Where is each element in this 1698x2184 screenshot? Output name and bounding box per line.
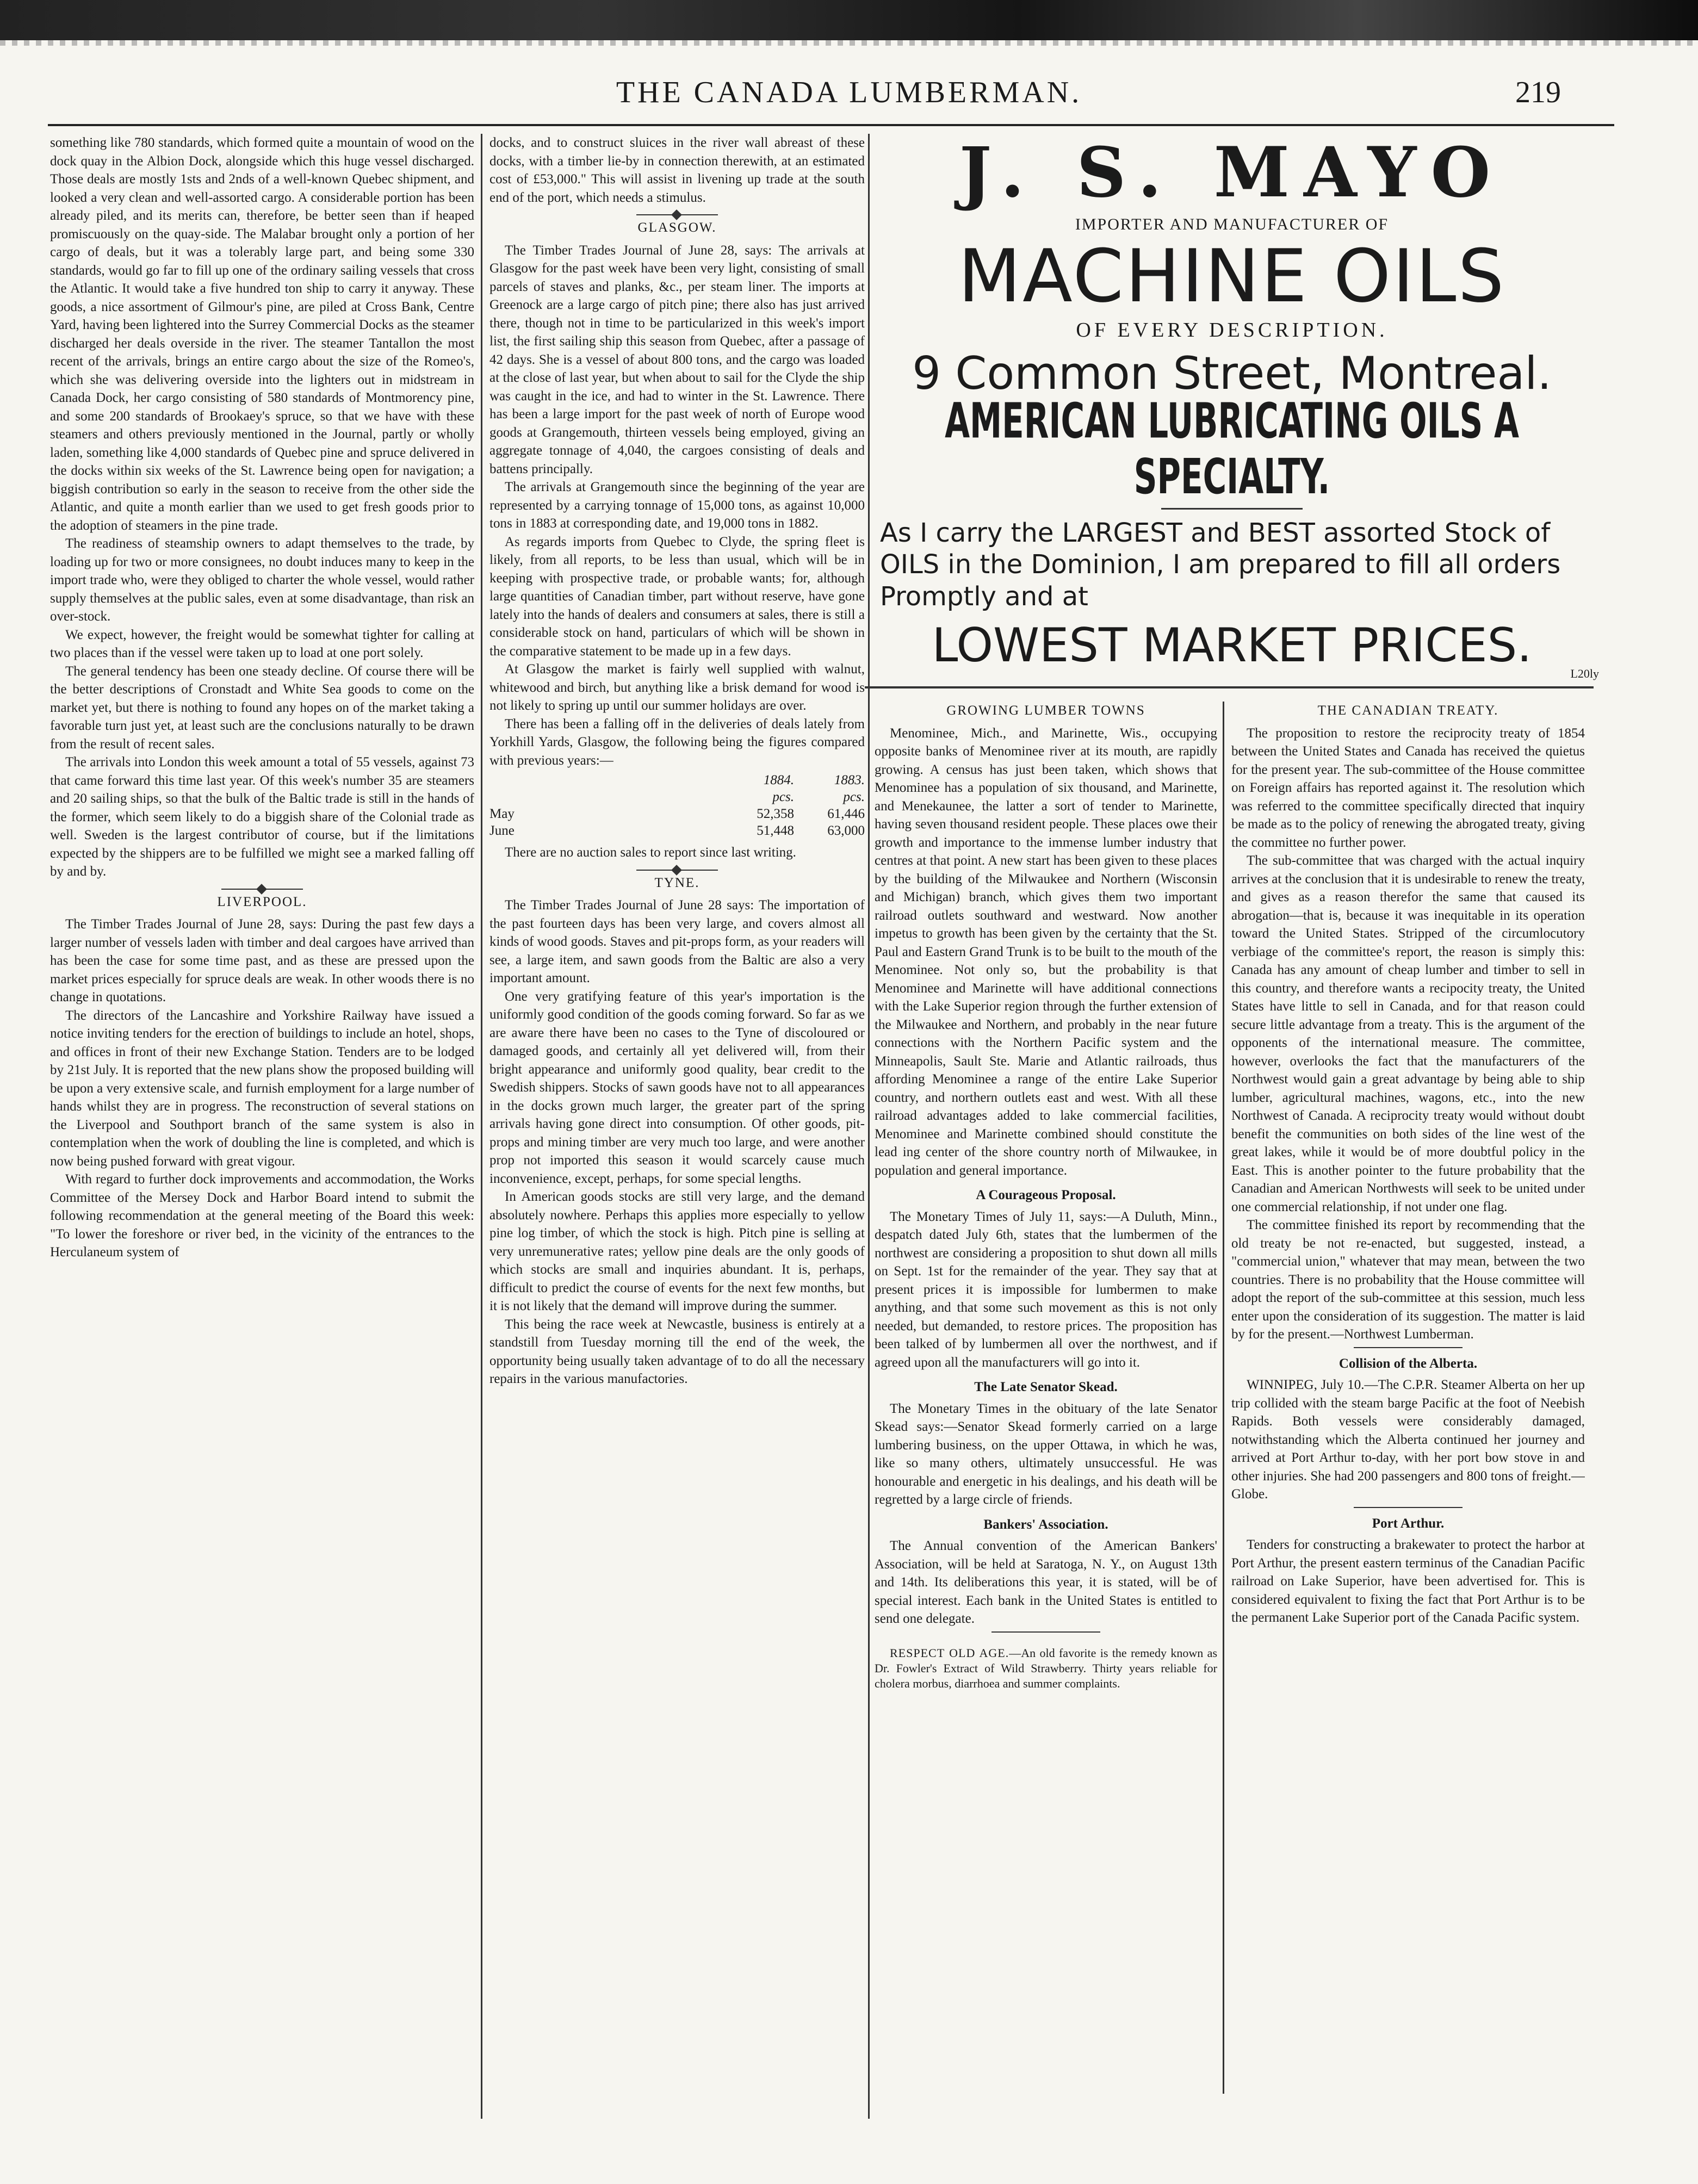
table-cell: 63,000 [827,823,865,838]
table-cell: 51,448 [757,823,794,838]
masthead-title: THE CANADA LUMBERMAN. [616,76,1082,109]
section-heading-proposal: A Courageous Proposal. [976,1188,1116,1202]
paragraph: There are no auction sales to report since last writing. [505,845,796,860]
paragraph: The arrivals at Grangemouth since the beginning of the year are represented by a carrying tonnage of 15,000 tons, as against 10,000 tons in 1883 at corresponding date, and 19,000 tons in 1882. [489,480,865,531]
section-heading-liverpool [50,889,474,911]
table-header-row [489,772,865,789]
section-separator [636,214,718,215]
ad-body-text: As I carry the LARGEST and BEST assorted Stock of OILS in the Dominion, I am prepared to fill all orders Promptly and at [880,517,1561,612]
paragraph: The arrivals into London this week amount a total of 55 vessels, against 73 that came forward this time last year. Of this week's number 35 are steamers and 20 sailing ships, so that the bulk of the Baltic trade is still in the hands of the former, which seem likely to do a biggish share of the Colonial trade as well. Sweden is the largest contributor of course, but if the limitations expected by the shippers are to be fulfilled we might see a marked falling off by and by. [50,755,474,879]
column-1 [50,134,474,2119]
table-unit: pcs. [772,790,794,804]
mayo-advertisement [859,132,1604,684]
paragraph: As regards imports from Quebec to Clyde, the spring fleet is likely, from all reports, to be less than usual, which will be in keeping with prospective trade, or probable wants; for, although large quantities of Canadian timber, part without reserve, have gone lately into the hands of dealers and consumers at sales, there is still a considerable stock on hand, particulars of which will be shown in the comparative statement to be made up in a few days. [489,534,865,659]
section-rule [1354,1507,1462,1508]
paragraph: In American goods stocks are still very large, and the demand absolutely nowhere. Perhaps this applies more especially to yellow pine log timber, of which the stock is high. Pitch pine is selling at very unremunerative rates; yellow pine deals are the only goods of which stocks are small and inquiries abundant. It is, perhaps, difficult to predict the course of events for the next few months, but it is not likely that the demand will improve during the summer. [489,1189,865,1313]
heading-text: LIVERPOOL. [217,894,307,909]
top-border-texture [0,40,1698,46]
paragraph: We expect, however, the freight would be somewhat tighter for calling at two places than if the vessel were taken up to load at one port solely. [50,627,474,660]
section-heading-treaty: THE CANADIAN TREATY. [1317,703,1499,718]
paragraph: The Timber Trades Journal of June 28, says: During the past few days a larger number of vessels laden with timber and deal cargoes have arrived than has been the case for some time past, and as these are pressed upon the market prices especially for spruce deals are weak. In other woods there is no change in quotations. [50,917,474,1004]
paragraph: The Timber Trades Journal of June 28, says: The arrivals at Glasgow for the past week have been very light, consisting of small parcels of staves and planks, &c., per steam liner. The imports at Greenock are a large cargo of pitch pine; there also has just arrived there, though not in time to be particularized in this week's import list, the first sailing ship this season from Quebec, after a passage of 42 days. She is a vessel of about 800 tons, and the cargo was loaded at the close of last year, but when about to sail for the Clyde the ship was caught in the ice, and had to winter in the St. Lawrence. There has been a large import for the past week of north of Europe wood goods at Grangemouth, thirteen vessels being employed, giving an aggregate tonnage of 4,040, the cargoes consisting of deals and battens principally. [489,243,865,476]
notice-text: —An old favorite is the remedy known as Dr. Fowler's Extract of Wild Strawberry. Thirty years reliable for cholera morbus, diarrhoea and summer complaints. [875,1646,1217,1690]
section-heading-bankers: Bankers' Association. [983,1517,1108,1532]
section-rule [1354,1347,1462,1348]
page-number: 219 [1515,76,1561,109]
section-separator [221,889,303,890]
paragraph: The Timber Trades Journal of June 28 says: The importation of the past fourteen days has been very large, and covers almost all kinds of wood goods. Staves and pit-props form, as your readers will see, a large item, and sawn goods from the Baltic are also a very important amount. [489,898,865,985]
table-row [489,822,865,839]
header-rule [48,124,1614,126]
paragraph: The Annual convention of the American Bankers' Association, will be held at Saratoga, N. Y., on August 13th and 14th. Its deliberations this year, it is stated, will be of special interest. Each bank in the United States is entitled to send one delegate. [875,1538,1217,1626]
paragraph: The directors of the Lancashire and Yorkshire Railway have issued a notice inviting tenders for the erection of buildings to include an hotel, shops, and offices in front of their new Exchange Station. Tenders are to be lodged by 21st July. It is reported that the new plans show the proposed building will be upon a very extensive scale, and furnish employment for a large number of hands whilst they are in progress. The reconstruction of several stations on the Liverpool and Southport branch of the same system is also in contemplation when the work of doubling the line is completed, and which is now being pushed forward with great vigour. [50,1008,474,1169]
top-border-band [0,0,1698,40]
paragraph: The committee finished its report by recommending that the old treaty be not re-enacted, but suggested, instead, a "commercial union," whatever that may mean, between the two countries. There is no probability that the House committee will adopt the report of the sub-committee at this session, much less enter upon the consideration of its suggestion. The matter is laid by for the present.—Northwest Lumberman. [1231,1218,1585,1342]
paragraph: something like 780 standards, which formed quite a mountain of wood on the dock quay in the Albion Dock, alongside which this huge vessel discharged. Those deals are mostly 1sts and 2nds of a well-known Quebec shipment, and looked a very clean and well-assorted cargo. A considerable portion has been already piled, and its merits can, therefore, be better seen than if heaped promiscuously on the quay-side. The Malabar brought only a portion of her cargo of deals, but it was a tolerably large part, and being some 330 standards, would go far to fill up one of the ordinary sailing vessels that cross the Atlantic. It would take a five hundred ton ship to carry it anyway. These goods, a nice assortment of Gilmour's pine, are piled at Cross Bank, Centre Yard, having been lightered into the Surrey Commercial Docks as the steamer discharged her deals overside in the river. The steamer Tantallon the most recent of the arrivals, brings an entire cargo about the size of the Romeo's, which she was delivering overside into the lighters out in midstream in Canada Dock, her cargo consisting of 580 standards of Montmorency pine, and some 200 standards of Brookaey's spruce, so that we have with these steamers and others previously mentioned in the Journal, partly or wholly laden, something like 4,000 standards of Quebec pine and spruce delivered in the docks within six weeks of the St. Lawrence being open for navigation; a biggish contribution so early in the season to receive from the other side the Atlantic, and quite a month earlier than we used to get fresh goods prior to the adoption of steamers in the pine trade. [50,135,474,533]
paragraph: The readiness of steamship owners to adapt themselves to the trade, by loading up for two or more consignees, no doubt induces many to keep in the import trade who, were they obliged to charter the whole vessel, would rather supply themselves at the public sales, even at some disadvantage, than risk an over-stock. [50,536,474,624]
paragraph: WINNIPEG, July 10.—The C.P.R. Steamer Alberta on her up trip collided with the steam barge Pacific at the foot of Neebish Rapids. Both vessels were considerably damaged, notwithstanding which the Alberta continued her journey and arrived at Port Arthur to-day, with her port bow stove in and other injuries. She had 200 passengers and 800 tons of freight.—Globe. [1231,1378,1585,1502]
ad-every-description: OF EVERY DESCRIPTION. [1076,318,1388,342]
paragraph: Tenders for constructing a brakewater to protect the harbor at Port Arthur, the present eastern terminus of the Canadian Pacific railroad on Lake Superior, have been advertised for. This is considered equivalent to fixing the fact that Port Arthur is to be the permanent Lake Superior port of the Canada Pacific system. [1231,1537,1585,1625]
paragraph: With regard to further dock improvements and accommodation, the Works Committee of the Mersey Dock and Harbor Board intend to submit the following recommendation at the general meeting of the Board this week: "To lower the foreshore or river bed, in the vicinity of the entrances to the Herculaneum system of [50,1172,474,1259]
table-row-label: June [489,823,515,838]
ad-code: L20ly [1570,667,1599,680]
section-heading-alberta: Collision of the Alberta. [1338,1356,1478,1371]
column-divider [1223,702,1224,2094]
table-row [489,805,865,822]
heading-text: GLASGOW. [637,220,717,235]
notice-rule [991,1631,1100,1633]
paragraph: At Glasgow the market is fairly well supplied with walnut, whitewood and birch, but anything like a brisk demand for wood is not likely to spring up until our summer holidays are over. [489,662,865,713]
section-heading-tyne [489,870,865,892]
paragraph: docks, and to construct sluices in the river wall abreast of these docks, with a timber lie-by in connection therewith, at an estimated cost of £53,000." This will assist in livening up trade at the south end of the port, which needs a stimulus. [489,135,865,205]
column-2 [489,134,865,2119]
table-row-label: May [489,806,515,821]
ad-product-title: MACHINE OILS [958,234,1506,319]
paragraph: The sub-committee that was charged with the actual inquiry arrives at the conclusion that it is undesirable to renew the treaty, and gives as a reason therefor the same that caused its abrogation—that is, because it was inequitable in its operation toward the United States. Stripped of the circumlocutory verbiage of the committee's report, the reason is simply this: Canada has any amount of cheap lumber and timber to sell in this country, and therefore wants a recipocity treaty, the United States have little to sell in Canada, and for that reason could secure little advantage from a treaty. This is the argument of the opponents of the international measure. The committee, however, overlooks the fact that the manufacturers of the Northwest would gain a great advantage by being able to ship lumber, agricultural machines, wagons, etc., into the new Northwest of Canada. A reciprocity treaty would without doubt benefit the communities on both sides of the line west of the great lakes, while it would be of more doubtful policy in the East. This is another pointer to the future probability that the Canadian and American Northwests will seek to be united under one commercial relationship, if not under one flag. [1231,853,1585,1214]
paragraph: The general tendency has been one steady decline. Of course there will be the better descriptions of Cronstadt and White Sea goods to come on the market yet, but there is nothing to found any hopes on of the market taking a favorable turn just yet, at least such are the conclusions naturally to be drawn from the result of recent sales. [50,663,474,752]
table-unit: pcs. [843,790,865,804]
section-heading-arthur: Port Arthur. [1372,1516,1445,1531]
column-3 [875,702,1217,2094]
ad-address: 9 Common Street, Montreal. [912,346,1552,400]
heading-text: TYNE. [654,875,700,890]
paragraph: Menominee, Mich., and Marinette, Wis., occupying opposite banks of Menominee river at its mouth, are rapidly growing. A census has just been taken, which shows that Menominee has a population of six thousand, and Marinette, and Menekaunee, the latter a sort of tender to Marinette, having seven thousand resident people. These places owe their growth and importance to the immense lumber industry that centres at that point. A new start has been given to these places by the building of the Milwaukee and Northern (Wisconsin and Michigan) branch, which gives them two important railroad outlets southward and westward. Now another impetus to growth has been given by the certainty that the St. Paul and Eastern Grand Trunk is to be built to the mouth of the Menominee. Not only so, but the probability is that Menominee and Marinette will have additional connections with the Lake Superior region through the further extension of the Milwaukee and Northern, and probably in the near future connections with the Northern Pacific system and the Minneapolis, Sault Ste. Marie and Atlantic railroads, thus affording Menominee a range of the entire Lake Superior country, and northern outlets east and west. With all these railroad advantages added to lake commercial facilities, Menominee and Marinette combined should constitute the lead ing center of the shore country north of Milwaukee, in population and general importance. [875,725,1217,1178]
paragraph: There has been a falling off in the deliveries of deals lately from Yorkhill Yards, Glasgow, the following being the figures compared with previous years:— [489,716,865,768]
table-year: 1884. [763,773,794,787]
ad-importer-line: IMPORTER AND MANUFACTURER OF [1075,215,1389,233]
ad-company-name: J. S. MAYO [959,132,1505,213]
paragraph: One very gratifying feature of this year's importation is the uniformly good condition of the goods coming forward. So far as we are aware there have been no cases to the Tyne of discoloured or damaged goods, and certainly all yet delivered will, from their bright appearance and uniformly good quality, bear credit to the Swedish shippers. Stocks of sawn goods have not to all appearances in the docks grown much larger, the greater part of the spring arrivals having gone direct into consumption. Of other goods, pit-props and mining timber are very much too large, and were another prop not imported this season it would scarcely cause much inconvenience, except, perhaps, for some special lengths. [489,989,865,1186]
paragraph: The Monetary Times in the obituary of the late Senator Skead says:—Senator Skead formerly carried on a large lumbering business, on the upper Ottawa, in which he was, like so many others, ultimately unsuccessful. He was honourable and energetic in his dealings, and his death will be regretted by a large circle of friends. [875,1401,1217,1507]
section-heading-skead: The Late Senator Skead. [974,1380,1118,1394]
column-divider [481,134,482,2119]
ad-specialty: AMERICAN LUBRICATING OILS A SPECIALTY. [945,393,1519,505]
fowler-notice [875,1646,1217,1691]
paragraph: The Monetary Times of July 11, says:—A Duluth, Minn., despatch dated July 6th, states that the lumbermen of the northwest are considering a proposition to shut down all mills on Sept. 1st for the remainder of the year. They say that at present prices it is impossible for lumbermen to make anything, and that some such movement as this is not only needed, but demanded, to restore prices. The proposition has been talked of by lumbermen all over the northwest, and if agreed upon all the manufacturers will go into it. [875,1209,1217,1370]
paragraph: The proposition to restore the reciprocity treaty of 1854 between the United States and Canada has received the quietus for the present year. The sub-committee of the House committee on Foreign affairs has reported against it. The resolution which was referred to the committee specifically directed that inquiry be made as to the policy of renewing the abrogated treaty, giving the committee no further power. [1231,725,1585,850]
notice-lead: RESPECT OLD AGE. [890,1646,1009,1660]
table-unit-row [489,789,865,805]
paragraph: This being the race week at Newcastle, business is entirely at a standstill from Tuesday morning till the end of the week, the opportunity being usually taken advantage of to do all the necessary repairs in the various manufactories. [489,1317,865,1386]
ad-rule [1161,508,1303,510]
table-cell: 52,358 [757,806,794,821]
section-heading-glasgow [489,214,865,237]
ad-lowest-prices: LOWEST MARKET PRICES. [932,618,1532,673]
column-4 [1231,702,1585,2094]
table-year: 1883. [834,773,865,787]
section-heading-growing: GROWING LUMBER TOWNS [946,703,1145,718]
deliveries-table [489,772,865,839]
section-separator [636,870,718,871]
ad-bottom-rule [865,686,1594,688]
table-cell: 61,446 [827,806,865,821]
